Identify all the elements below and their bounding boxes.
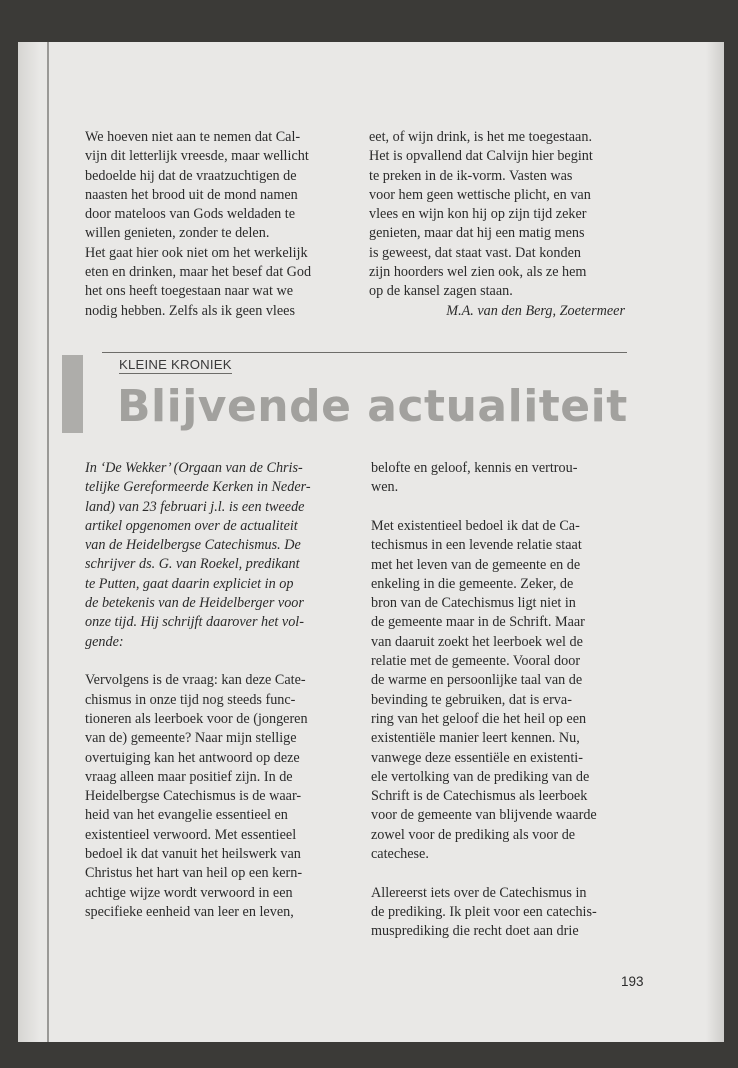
text-line: catechese. (371, 846, 429, 863)
text-line: nodig hebben. Zelfs als ik geen vlees (85, 302, 295, 319)
text-line: existentiële manier leert kennen. Nu, (371, 730, 580, 747)
text-line: willen genieten, zonder te delen. (85, 225, 270, 242)
article-headline: Blijvende actualiteit (117, 381, 628, 432)
author-signature: M.A. van den Berg, Zoetermeer (446, 302, 625, 319)
text-line: heid van het evangelie essentieel en (85, 807, 288, 824)
text-line: naasten het brood uit de mond namen (85, 186, 298, 203)
section-label: KLEINE KRONIEK (119, 357, 232, 372)
text-line: vanwege deze essentiële en existenti- (371, 749, 583, 766)
page-shadow-right (706, 42, 724, 1042)
text-line: vraag alleen maar positief zijn. In de (85, 768, 293, 785)
text-line: overtuiging kan het antwoord op deze (85, 749, 300, 766)
top-left-column (85, 128, 341, 321)
text-line: Vervolgens is de vraag: kan deze Cate- (85, 672, 306, 689)
text-line: Heidelbergse Catechismus is de waar- (85, 788, 302, 805)
text-line: bedoel ik dat vanuit het heilswerk van (85, 846, 301, 863)
text-line: van de) gemeente? Naar mijn stellige (85, 730, 297, 747)
text-line: artikel opgenomen over de actualiteit (85, 517, 298, 534)
text-line: eten en drinken, maar het besef dat God (85, 264, 312, 281)
text-line: relatie met de gemeente. Vooral door (371, 653, 581, 670)
text-line: gende: (85, 633, 124, 650)
text-line: schrijver ds. G. van Roekel, predikant (85, 556, 300, 573)
text-line: bedoelde hij dat de vraatzuchtigen de (85, 167, 297, 184)
article-right-column (371, 459, 639, 942)
text-line: de gemeente maar in de Schrift. Maar (371, 614, 585, 631)
text-line: van daaruit zoekt het leerboek wel de (371, 633, 583, 650)
text-line: genieten, maar dat hij een matig mens (369, 225, 585, 242)
text-line: vijn dit letterlijk vreesde, maar wellicht (85, 148, 309, 165)
text-line: bevinding te gebruiken, dat is erva- (371, 691, 572, 708)
paragraph-3 (371, 884, 639, 942)
article-body-left (85, 671, 353, 922)
text-line: bron van de Catechismus ligt niet in (371, 595, 576, 612)
text-line: In ‘De Wekker’ (Orgaan van de Chris- (85, 460, 303, 476)
text-line: onze tijd. Hij schrijft daarover het vol- (85, 614, 304, 631)
text-line: de betekenis van de Heidelberger voor (85, 595, 304, 612)
text-line: de prediking. Ik pleit voor een catechis- (371, 904, 597, 921)
page-spine (47, 42, 49, 1042)
text-line: eet, of wijn drink, is het me toegestaan. (369, 129, 592, 145)
text-line: voor de gemeente van blijvende waarde (371, 807, 597, 824)
text-line: Het gaat hier ook niet om het werkelijk (85, 244, 308, 261)
text-line: de warme en persoonlijke taal van de (371, 672, 583, 689)
text-line: chismus in onze tijd nog steeds func- (85, 691, 296, 708)
text-line: door mateloos van Gods weldaden te (85, 206, 295, 223)
top-right-column (369, 128, 625, 321)
section-divider (102, 352, 627, 353)
text-line: musprediking die recht doet aan drie (371, 923, 579, 940)
text-line: zowel voor de prediking als voor de (371, 826, 576, 843)
section-marker-bar (62, 355, 83, 433)
text-line: vlees en wijn kon hij op zijn tijd zeker (369, 206, 587, 223)
text-line: land) van 23 februari j.l. is een tweede (85, 498, 305, 515)
text-line: te preken in de ik-vorm. Vasten was (369, 167, 573, 184)
text-line: Christus het hart van heil op een kern- (85, 865, 303, 882)
text-line: op de kansel zagen staan. (369, 283, 513, 300)
text-line: is geweest, dat staat vast. Dat konden (369, 244, 581, 261)
text-line: telijke Gereformeerde Kerken in Neder- (85, 479, 311, 496)
text-line: Allereerst iets over de Catechismus in (371, 884, 587, 901)
magazine-page (18, 42, 724, 1042)
text-line: Het is opvallend dat Calvijn hier begint (369, 148, 593, 165)
article-left-column (85, 459, 353, 922)
text-line: existentieel verwoord. Met essentieel (85, 826, 297, 843)
text-line: ring van het geloof die het heil op een (371, 710, 587, 727)
text-line: het ons heeft toegestaan naar wat we (85, 283, 293, 300)
page-number: 193 (621, 974, 644, 989)
text-line: voor hem geen wettische plicht, en van (369, 186, 591, 203)
text-line: enkeling in die gemeente. Zeker, de (371, 575, 574, 592)
text-line: belofte en geloof, kennis en vertrou- (371, 460, 578, 476)
text-line: techismus in een levende relatie staat (371, 537, 582, 554)
text-line: Met existentieel bedoel ik dat de Ca- (371, 517, 580, 534)
text-line: achtige wijze wordt verwoord in een (85, 884, 293, 901)
text-line: te Putten, gaat daarin expliciet in op (85, 575, 294, 592)
article-intro (85, 459, 353, 652)
text-line: zijn hoorders wel zien ook, als ze hem (369, 264, 587, 281)
text-line: tioneren als leerboek voor de (jongeren (85, 710, 308, 727)
text-line: Schrift is de Catechismus als leerboek (371, 788, 588, 805)
text-line: We hoeven niet aan te nemen dat Cal- (85, 129, 301, 145)
text-line: wen. (371, 479, 399, 496)
page-shadow-left (18, 42, 40, 1042)
text-line: specifieke eenheid van leer en leven, (85, 903, 294, 920)
paragraph-1 (371, 459, 639, 498)
text-line: van de Heidelbergse Catechismus. De (85, 537, 301, 554)
text-line: met het leven van de gemeente en de (371, 556, 581, 573)
text-line: ele vertolking van de prediking van de (371, 768, 590, 785)
paragraph-2 (371, 517, 639, 864)
